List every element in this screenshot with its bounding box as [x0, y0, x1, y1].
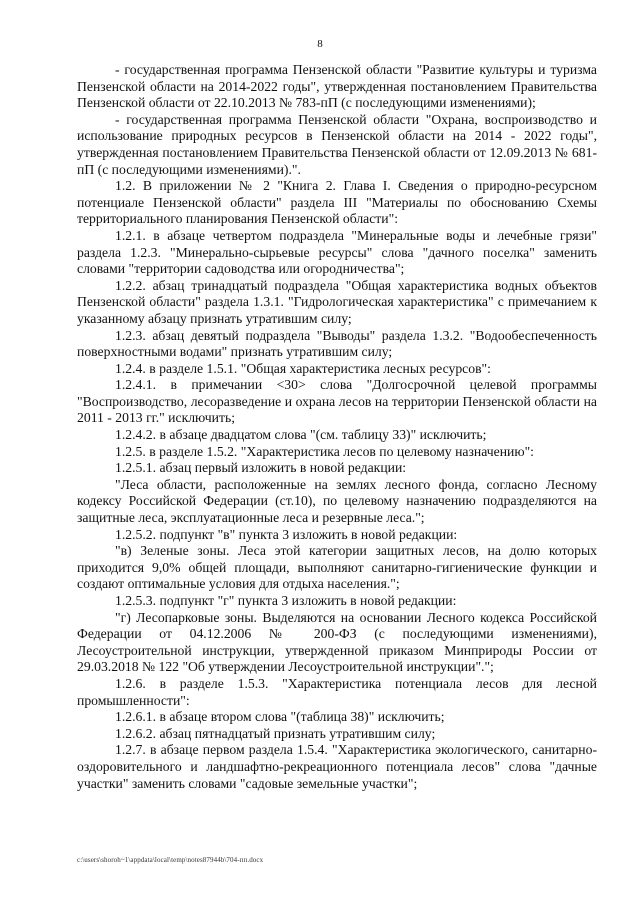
paragraph: "г) Лесопарковые зоны. Выделяются на основании Лесного кодекса Российской Федерации от 04.12.2006 № 200-ФЗ (с последующими изменениями), Лесоустроительной инструкции, утвержденной приказом Минприроды России от 29.03.2018 № 122 "Об утверждении Лесоустроительной инструкции"."; [77, 609, 597, 675]
paragraph: "Леса области, расположенные на землях лесного фонда, согласно Лесному кодексу Российской Федерации (ст.10), по целевому назначению подразделяются на защитные леса, эксплуатационные леса и резервные леса."; [77, 476, 597, 526]
paragraph: 1.2.1. в абзаце четвертом подраздела "Минеральные воды и лечебные грязи" раздела 1.2.3. "Минерально-сырьевые ресурсы" слова "дачного поселка" заменить словами "территории садоводства или огородничества"; [77, 227, 597, 277]
paragraph: 1.2.4.1. в примечании <30> слова "Долгосрочной целевой программы "Воспроизводство, лесоразведение и охрана лесов на территории Пензенской области на 2011 - 2013 гг." исключить; [77, 377, 597, 426]
paragraph: 1.2.5.1. абзац первый изложить в новой редакции: [115, 460, 407, 476]
paragraph: "в) Зеленые зоны. Леса этой категории защитных лесов, на долю которых приходится 9,0% общей площади, выполняют санитарно-гигиенические функции и создают оптимальные условия для отдыха населения."; [77, 543, 597, 592]
footer-file-path: c:\users\shoroh~1\appdata\local\temp\notes87944b\704-пп.docx [77, 856, 264, 864]
paragraph: 1.2.6.2. абзац пятнадцатый признать утратившим силу; [115, 725, 436, 741]
paragraph: 1.2.5.3. подпункт "г" пункта 3 изложить в новой редакции: [115, 593, 457, 608]
page-number: 8 [317, 38, 323, 50]
paragraph: - государственная программа Пензенской области "Охрана, воспроизводство и использование природных ресурсов в Пензенской области на 2014 - 2022 годы", утвержденная постановлением Правительства Пензенской области от 12.09.2013 № 681-пП (с последующими изменениями).". [77, 111, 597, 177]
paragraph: 1.2.2. абзац тринадцатый подраздела "Общая характеристика водных объектов Пензенской области" раздела 1.3.1. "Гидрологическая характеристика" с примечанием к указанному абзацу признать утратившим силу; [77, 277, 597, 326]
paragraph: 1.2.3. абзац девятый подраздела "Выводы" раздела 1.3.2. "Водообеспеченность поверхностными водами" признать утратившим силу; [77, 327, 597, 360]
document-body [77, 62, 597, 792]
paragraph: 1.2.5. в разделе 1.5.2. "Характеристика лесов по целевому назначению": [115, 443, 534, 459]
paragraph: 1.2.6. в разделе 1.5.3. "Характеристика потенциала лесов для лесной промышленности": [77, 675, 597, 708]
paragraph: 1.2.4. в разделе 1.5.1. "Общая характеристика лесных ресурсов": [115, 360, 491, 376]
paragraph: 1.2.4.2. в абзаце двадцатом слова "(см. таблицу 33)" исключить; [115, 427, 487, 443]
paragraph: 1.2. В приложении № 2 "Книга 2. Глава I. Сведения о природно-ресурсном потенциале Пензенской области" раздела III "Материалы по обоснованию Схемы территориального планирования Пензенской области": [77, 178, 597, 227]
paragraph: 1.2.6.1. в абзаце втором слова "(таблица 38)" исключить; [115, 709, 445, 725]
paragraph: 1.2.7. в абзаце первом раздела 1.5.4. "Характеристика экологического, санитарно-оздоровительного и ландшафтно-рекреационного потенциала лесов" слова "дачные участки" заменить словами "садовые земельные участки"; [77, 742, 597, 791]
paragraph: - государственная программа Пензенской области "Развитие культуры и туризма Пензенской области на 2014-2022 годы", утвержденная постановлением Правительства Пензенской области от 22.10.2013 № 783-пП (с последующими изменениями); [77, 62, 597, 111]
paragraph: 1.2.5.2. подпункт "в" пункта 3 изложить в новой редакции: [115, 526, 458, 542]
